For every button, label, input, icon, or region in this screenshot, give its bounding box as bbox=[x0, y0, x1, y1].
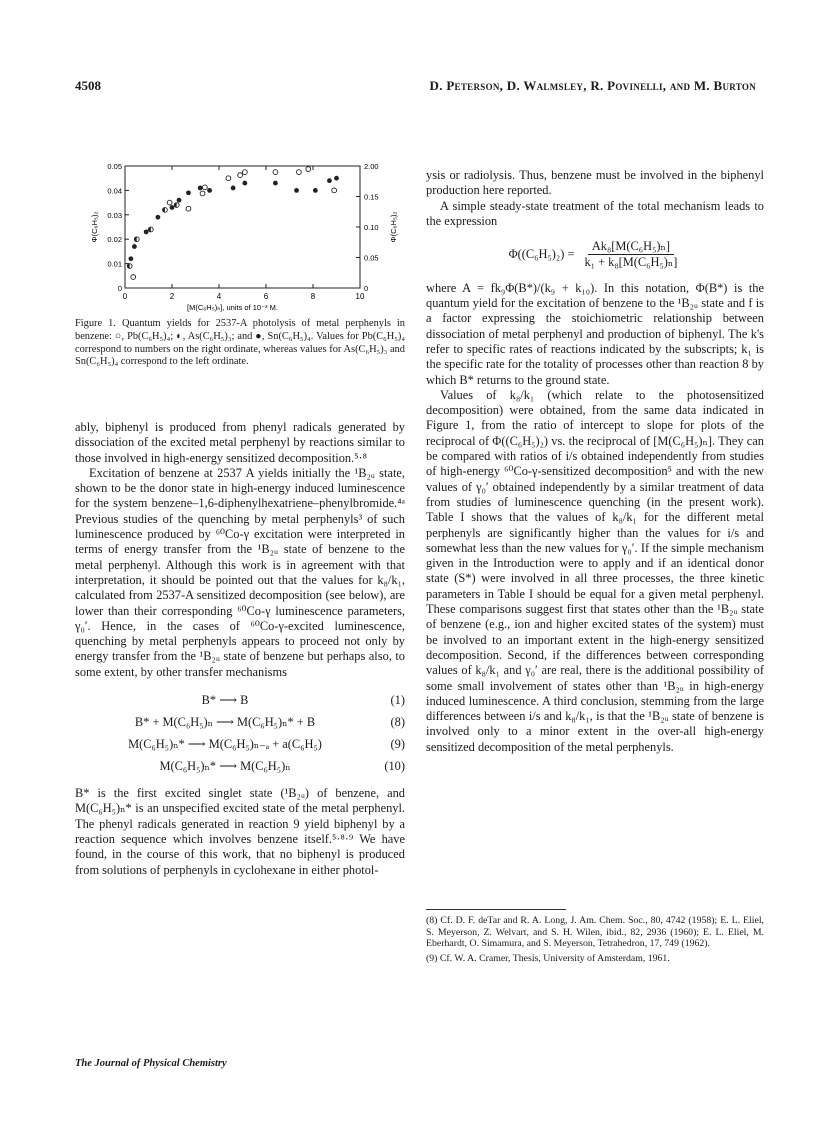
data-point-filled bbox=[144, 229, 149, 234]
data-point-filled bbox=[170, 205, 175, 210]
data-point-filled bbox=[186, 190, 191, 195]
data-point-filled bbox=[294, 188, 299, 193]
figure-caption: Figure 1. Quantum yields for 2537-A photolysis of metal perphenyls in benzene: ○, Pb(C₆H₅)₄; ◐, As(C₆H₅)₃; and ●, Sn(C₆H₅)₄. Values for Pb(C₆H₅)₄ correspond to numbers on the right ordinate, whereas values for As(C₆H₅)₃ and Sn(C₆H₅)₄ correspond to the left ordinate. bbox=[75, 318, 405, 368]
left-column bbox=[75, 420, 405, 878]
paragraph: A simple steady-state treatment of the total mechanism leads to the expression bbox=[426, 198, 764, 228]
equation-row bbox=[75, 734, 405, 756]
y-axis-label: Φ(C₆H₅)₂ bbox=[90, 211, 99, 243]
formula-lhs: Φ((C₆H₅)₂) = bbox=[508, 247, 575, 262]
y-tick-label: 0.02 bbox=[107, 235, 122, 245]
footnote-8: (8) Cf. D. F. deTar and R. A. Long, J. Am. Chem. Soc., 80, 4742 (1958); E. L. Eliel, S. Meyerson, Z. Welvart, and S. H. Wilen, ibid., 82, 2936 (1960); E. L. Eliel, M. Eberhardt, O. Simamura, and S. Meyerson, Tetrahedron, 17, 749 (1962). bbox=[426, 915, 764, 950]
data-point-filled bbox=[231, 186, 236, 191]
y-tick-label: 0 bbox=[117, 284, 122, 293]
data-point-open bbox=[226, 176, 231, 181]
equation-row bbox=[75, 712, 405, 734]
paragraph: ably, biphenyl is produced from phenyl radicals generated by dissociation of the excited metal perphenyl by reactions similar to those involved in high-energy sensitized decomposition.⁵·⁸ bbox=[75, 420, 405, 465]
footnotes bbox=[426, 915, 764, 964]
y-right-tick-label: 0.05 bbox=[364, 253, 379, 263]
data-point-open bbox=[332, 188, 337, 193]
footnote-rule bbox=[426, 909, 566, 910]
paragraph: where A = fk₉Φ(B*)/(k₉ + k₁₀). In this notation, Φ(B*) is the quantum yield for the excitation of benzene to the ¹B₂ᵤ state and f is a factor expressing the stoichiometric relationship between dissociation of metal perphenyl and production of biphenyl. The k's refer to specific rates of reactions indicated by the subscripts; k₁ is the specific rate for the totality of processes other than reaction 8 by which B* returns to the ground state. bbox=[426, 280, 764, 387]
equation-number: (9) bbox=[390, 737, 405, 752]
equation-row bbox=[75, 756, 405, 778]
equation-number: (10) bbox=[384, 759, 405, 774]
data-point-open bbox=[238, 173, 243, 178]
y-right-tick-label: 0 bbox=[364, 284, 369, 293]
scatter-chart bbox=[75, 158, 405, 318]
data-point-filled bbox=[198, 186, 203, 191]
figure-1 bbox=[75, 158, 405, 318]
y-tick-label: 0.03 bbox=[107, 210, 122, 220]
formula-numerator: Ak₈[M(C₆H₅)ₙ] bbox=[588, 239, 674, 255]
data-point-filled bbox=[313, 188, 318, 193]
formula-fraction bbox=[580, 239, 681, 271]
data-point-filled bbox=[327, 178, 332, 183]
data-point-filled bbox=[273, 181, 278, 186]
x-tick-label: 10 bbox=[355, 292, 365, 301]
formula-denominator: k₁ + k₈[M(C₆H₅)ₙ] bbox=[584, 255, 678, 270]
data-point-filled bbox=[334, 176, 339, 181]
data-point-filled bbox=[207, 188, 212, 193]
data-point-filled bbox=[128, 256, 133, 261]
equation-row bbox=[75, 690, 405, 712]
equation: M(C₆H₅)ₙ* ⟶ M(C₆H₅)ₙ bbox=[159, 759, 291, 774]
running-head-authors: D. Peterson, D. Walmsley, R. Povinelli, and M. Burton bbox=[429, 78, 756, 93]
data-point-open bbox=[131, 275, 136, 280]
data-point-open bbox=[306, 167, 311, 172]
paragraph: B* is the first excited singlet state (¹B₂ᵤ) of benzene, and M(C₆H₅)ₙ* is an unspecified excited state of the metal perphenyl. The phenyl radicals generated in reaction 9 yield biphenyl by a reaction sequence which involves benzene itself.⁵·⁸·⁹ We have found, in the course of this work, that no biphenyl is produced from solutions of perphenyls in cyclohexane in either photol- bbox=[75, 786, 405, 877]
page-number: 4508 bbox=[75, 78, 101, 93]
equation-number: (8) bbox=[390, 715, 405, 730]
y-tick-label: 0.01 bbox=[107, 259, 122, 269]
y-right-axis-label: Φ(C₆H₅)₂ bbox=[389, 211, 398, 243]
data-point-open bbox=[200, 191, 205, 196]
paragraph: ysis or radiolysis. Thus, benzene must be involved in the biphenyl production here reported. bbox=[426, 168, 764, 198]
equation-number: (1) bbox=[390, 693, 405, 708]
paragraph: Values of k₈/k₁ (which relate to the photosensitized decomposition) were obtained, from the same data indicated in Figure 1, from the ratio of intercept to slope for plots of the reciprocal of Φ((C₆H₅)₂) vs. the reciprocal of [M(C₆H₅)ₙ]. They can be compared with ratios of i/s obtained independently from studies of high-energy ⁶⁰Co-γ-sensitized decomposition⁵ and with the new values of γ₀′ obtained independently by a similar treatment of data from studies of luminescence quenching (in the present work). Table I shows that the values of k₈/k₁ for the different metal perphenyls are significantly higher than the values for i/s and somewhat less than the new values for γ₀′. If the simple mechanism given in the Introduction were to apply and if an identical donor state (S*) were involved in all three processes, the three kinetic parameters in Table I should be equal for a given metal perphenyl. These comparisons suggest first that states other than the ¹B₂ᵤ state of benzene (e.g., ion and higher excited states of the system) must be involved to an important extent in the high-energy sensitized decomposition. Second, if the differences between corresponding values of k₈/k₁ and γ₀′ are real, there is the additional possibility of some small involvement of states other than ¹B₂ᵤ in high-energy induced luminescence. A third conclusion, stemming from the large differences between i/s and k₈/k₁, is that the ¹B₂ᵤ state of benzene is involved only to a minor extent in the over-all high-energy sensitized decomposition of the metal perphenyls. bbox=[426, 387, 764, 754]
data-point-open bbox=[203, 185, 208, 190]
x-tick-label: 6 bbox=[263, 292, 269, 301]
plot-frame bbox=[125, 166, 360, 288]
x-axis-label: [M(C₆H₅)ₙ], units of 10⁻³ M. bbox=[187, 303, 278, 312]
footnote-9: (9) Cf. W. A. Cramer, Thesis, University of Amsterdam, 1961. bbox=[426, 952, 670, 964]
y-right-tick-label: 0.10 bbox=[364, 223, 379, 232]
data-point-open bbox=[186, 206, 191, 211]
data-point-open bbox=[273, 170, 278, 175]
x-tick-label: 2 bbox=[169, 292, 175, 301]
equation: M(C₆H₅)ₙ* ⟶ M(C₆H₅)ₙ₋ₐ + a(C₆H₅) bbox=[128, 737, 322, 752]
y-tick-label: 0.04 bbox=[107, 186, 122, 196]
right-column bbox=[426, 168, 764, 755]
data-point-filled bbox=[242, 181, 247, 186]
equation-block bbox=[75, 690, 405, 778]
x-tick-label: 8 bbox=[310, 292, 316, 301]
data-point-open bbox=[242, 170, 247, 175]
equation: B* ⟶ B bbox=[201, 693, 249, 708]
y-right-tick-label: 0.15 bbox=[364, 192, 379, 202]
paragraph: Excitation of benzene at 2537 A yields initially the ¹B₂ᵤ state, shown to be the donor state in high-energy induced luminescence for the system benzene–1,6-diphenylhexatriene–phenylbromide.⁴ᵃ Previous studies of the quenching by metal perphenyls³ of such luminescence produced by ⁶⁰Co-γ excitation were interpreted in terms of energy transfer from the ¹B₂ᵤ state of benzene to the metal perphenyl. Although this work is in agreement with that interpretation, it should be pointed out that the values for k₈/k₁, calculated from 2537-A sensitized decomposition (see below), are lower than their corresponding ⁶⁰Co-γ luminescence parameters, γ₀′. Hence, in the cases of ⁶⁰Co-γ-excited luminescence, quenching by metal perphenyls appears to proceed not only by energy transfer from the ¹B₂ᵤ state of benzene but perhaps also, to some extent, by other transfer mechanisms bbox=[75, 465, 405, 679]
equation: B* + M(C₆H₅)ₙ ⟶ M(C₆H₅)ₙ* + B bbox=[134, 715, 316, 730]
journal-footer: The Journal of Physical Chemistry bbox=[75, 1058, 227, 1069]
x-tick-label: 0 bbox=[122, 292, 128, 301]
data-point-filled bbox=[132, 244, 137, 249]
y-tick-label: 0.05 bbox=[107, 162, 122, 171]
rate-expression bbox=[426, 239, 764, 271]
y-right-tick-label: 2.00 bbox=[364, 162, 379, 171]
data-point-filled bbox=[156, 215, 161, 220]
data-point-open bbox=[167, 200, 172, 205]
data-point-filled bbox=[177, 198, 182, 203]
x-tick-label: 4 bbox=[216, 292, 222, 301]
data-point-open bbox=[297, 170, 302, 175]
